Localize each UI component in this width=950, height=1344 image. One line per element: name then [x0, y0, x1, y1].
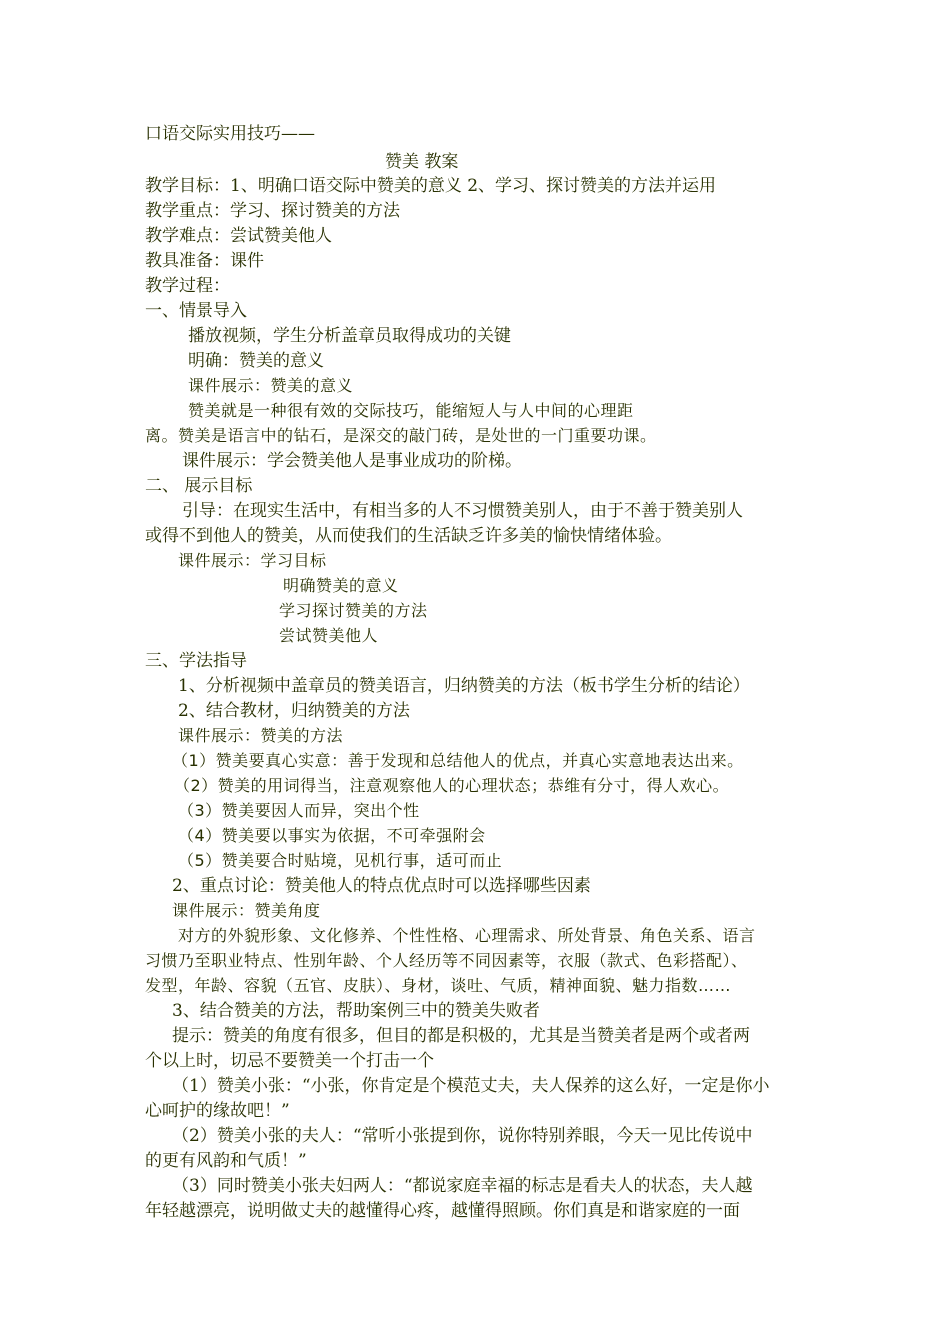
paragraph-line: 个以上时，切忌不要赞美一个打击一个 — [145, 1051, 434, 1071]
paragraph-line: 发型，年龄、容貌（五官、皮肤）、身材，谈吐、气质，精神面貌、魅力指数…… — [145, 976, 732, 995]
goal-item: 学习探讨赞美的方法 — [279, 601, 428, 620]
method-item: （1）赞美要真心实意：善于发现和总结他人的优点，并真心实意地表达出来。 — [172, 751, 744, 770]
paragraph-line: 习惯乃至职业特点、性别年龄、个人经历等不同因素等，衣服（款式、色彩搭配）、 — [145, 951, 748, 970]
paragraph-line: 明确：赞美的意义 — [188, 351, 324, 371]
method-item: （2）赞美的用词得当，注意观察他人的心理状态；恭维有分寸，得人欢心。 — [174, 776, 730, 795]
paragraph-line: 引导：在现实生活中，有相当多的人不习惯赞美别人，由于不善于赞美别人 — [182, 501, 743, 521]
doc-heading-line: 口语交际实用技巧—— — [145, 124, 315, 144]
paragraph-line: 年轻越漂亮，说明做丈夫的越懂得心疼，越懂得照顾。你们真是和谐家庭的一面 — [145, 1201, 740, 1221]
paragraph-line: 的更有风韵和气质！” — [145, 1151, 307, 1171]
paragraph-line: （1）赞美小张：“小张，你肯定是个模范丈夫，夫人保养的这么好，一定是你小 — [172, 1076, 770, 1096]
section-heading-3: 三、学法指导 — [145, 651, 247, 671]
paragraph-line: （2）赞美小张的夫人：“常听小张提到你，说你特别养眼，今天一见比传说中 — [172, 1126, 753, 1146]
teaching-difficulty: 教学难点：尝试赞美他人 — [145, 226, 332, 246]
paragraph-line: 离。赞美是语言中的钻石，是深交的敲门砖，是处世的一门重要功课。 — [145, 426, 657, 445]
paragraph-line: 课件展示：学会赞美他人是事业成功的阶梯。 — [182, 451, 522, 471]
paragraph-line: 对方的外貌形象、文化修养、个性性格、心理需求、所处背景、角色关系、语言 — [178, 926, 756, 945]
paragraph-line: 1、分析视频中盖章员的赞美语言，归纳赞美的方法（板书学生分析的结论） — [178, 676, 750, 696]
goal-item: 尝试赞美他人 — [279, 626, 379, 645]
paragraph-line: 提示：赞美的角度有很多，但目的都是积极的，尤其是当赞美者是两个或者两 — [172, 1026, 750, 1046]
goal-item: 明确赞美的意义 — [283, 576, 399, 595]
paragraph-line: 心呵护的缘故吧！” — [145, 1101, 290, 1121]
paragraph-line: 或得不到他人的赞美，从而使我们的生活缺乏许多美的愉快情绪体验。 — [145, 526, 672, 546]
paragraph-line: 2、结合教材，归纳赞美的方法 — [178, 701, 410, 721]
method-item: （3）赞美要因人而异，突出个性 — [178, 801, 420, 820]
method-item: （5）赞美要合时贴境，见机行事，适可而止 — [178, 851, 503, 870]
section-heading-2: 二、 展示目标 — [145, 476, 253, 496]
paragraph-line: 课件展示：赞美的方法 — [178, 726, 344, 745]
paragraph-line: 课件展示：赞美角度 — [172, 901, 321, 920]
paragraph-line: 赞美就是一种很有效的交际技巧，能缩短人与人中间的心理距 — [188, 401, 634, 420]
paragraph-line: 课件展示：学习目标 — [178, 551, 327, 570]
paragraph-line: 播放视频，学生分析盖章员取得成功的关键 — [188, 326, 511, 346]
paragraph-line: 课件展示：赞美的意义 — [188, 376, 354, 395]
doc-title: 赞美 教案 — [385, 152, 459, 172]
teaching-goal: 教学目标：1、明确口语交际中赞美的意义 2、学习、探讨赞美的方法并运用 — [145, 176, 717, 196]
method-item: （4）赞美要以事实为依据，不可牵强附会 — [178, 826, 486, 845]
teaching-tools: 教具准备：课件 — [145, 251, 264, 271]
teaching-process: 教学过程： — [145, 276, 230, 296]
section-heading-1: 一、情景导入 — [145, 301, 247, 321]
teaching-focus: 教学重点：学习、探讨赞美的方法 — [145, 201, 400, 221]
paragraph-line: 2、重点讨论：赞美他人的特点优点时可以选择哪些因素 — [172, 876, 591, 896]
paragraph-line: 3、结合赞美的方法，帮助案例三中的赞美失败者 — [172, 1001, 540, 1021]
paragraph-line: （3）同时赞美小张夫妇两人：“都说家庭幸福的标志是看夫人的状态，夫人越 — [172, 1176, 753, 1196]
